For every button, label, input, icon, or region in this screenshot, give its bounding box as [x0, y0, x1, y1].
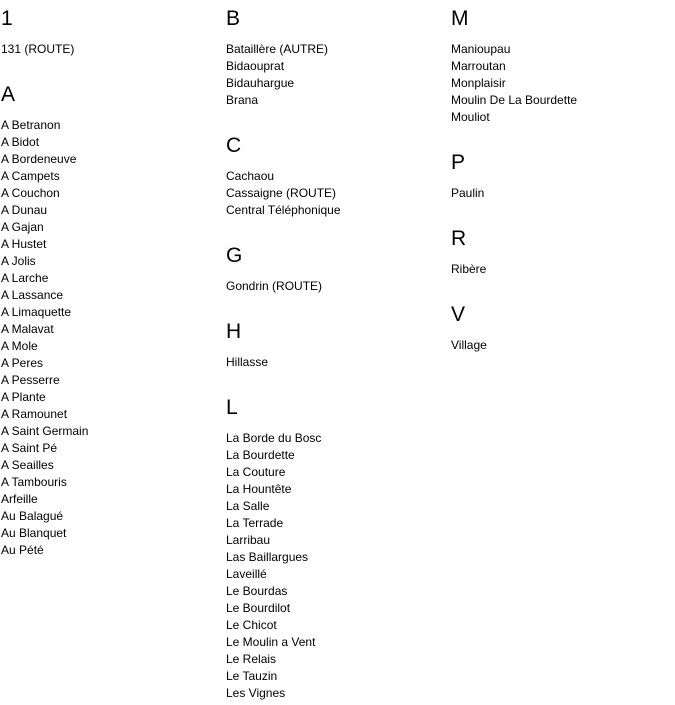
place-entry[interactable]: Monplaisir	[451, 76, 506, 90]
place-entry[interactable]: A Saint Germain	[1, 424, 89, 438]
section-letter-G: G	[226, 244, 243, 267]
index-column-3	[450, 0, 675, 702]
place-entry[interactable]: Cassaigne (ROUTE)	[226, 186, 337, 200]
place-entry[interactable]: A Larche	[1, 271, 49, 285]
place-entry[interactable]: Le Chicot	[226, 618, 277, 632]
section-letter-P: P	[451, 151, 466, 174]
place-entry[interactable]: Le Bourdilot	[226, 601, 291, 615]
place-entry[interactable]: Paulin	[451, 186, 485, 200]
place-entry[interactable]: Mouliot	[451, 110, 490, 124]
place-entry[interactable]: A Lassance	[1, 288, 64, 302]
place-entry[interactable]: La Couture	[226, 465, 286, 479]
place-entry[interactable]: Bataillère (AUTRE)	[226, 42, 329, 56]
place-entry[interactable]: A Saint Pé	[1, 441, 58, 455]
place-entry[interactable]: La Terrade	[226, 516, 284, 530]
place-entry[interactable]: A Seailles	[1, 458, 54, 472]
place-entry[interactable]: Las Baillargues	[226, 550, 309, 564]
place-entry[interactable]: A Gajan	[1, 220, 44, 234]
place-entry[interactable]: Ribère	[451, 262, 487, 276]
place-entry[interactable]: A Bidot	[1, 135, 40, 149]
place-entry[interactable]: Le Bourdas	[226, 584, 288, 598]
place-entry[interactable]: A Pesserre	[1, 373, 60, 387]
section-letter-M: M	[451, 7, 469, 30]
section-letter-L: L	[226, 396, 238, 419]
place-entry[interactable]: Village	[451, 338, 487, 352]
place-entry[interactable]: A Tambouris	[1, 475, 67, 489]
place-entry[interactable]: Arfeille	[1, 492, 38, 506]
place-entry[interactable]: Gondrin (ROUTE)	[226, 279, 323, 293]
index-column-1	[0, 0, 225, 702]
place-entry[interactable]: Central Téléphonique	[226, 203, 341, 217]
index-column-2	[225, 0, 450, 702]
place-entry[interactable]: 131 (ROUTE)	[1, 42, 75, 56]
place-entry[interactable]: Bidaouprat	[226, 59, 285, 73]
place-entry[interactable]: A Malavat	[1, 322, 54, 336]
section-letter-1: 1	[1, 7, 13, 30]
place-entry[interactable]: La Borde du Bosc	[226, 431, 322, 445]
place-entry[interactable]: Marroutan	[451, 59, 506, 73]
place-entry[interactable]: A Hustet	[1, 237, 47, 251]
place-entry[interactable]: A Campets	[1, 169, 60, 183]
place-entry[interactable]: Bidauhargue	[226, 76, 295, 90]
section-letter-C: C	[226, 134, 242, 157]
place-entry[interactable]: A Limaquette	[1, 305, 72, 319]
place-entry[interactable]: La Salle	[226, 499, 270, 513]
place-entry[interactable]: A Mole	[1, 339, 38, 353]
place-entry[interactable]: Au Pété	[1, 543, 44, 557]
place-entry[interactable]: Le Relais	[226, 652, 277, 666]
place-entry[interactable]: La Hountête	[226, 482, 292, 496]
place-entry[interactable]: A Dunau	[1, 203, 48, 217]
place-entry[interactable]: Laveillé	[226, 567, 267, 581]
place-entry[interactable]: Cachaou	[226, 169, 275, 183]
place-entry[interactable]: Le Tauzin	[226, 669, 278, 683]
place-entry[interactable]: A Peres	[1, 356, 44, 370]
section-letter-B: B	[226, 7, 241, 30]
section-letter-A: A	[1, 83, 16, 106]
place-entry[interactable]: A Ramounet	[1, 407, 68, 421]
section-letter-H: H	[226, 320, 242, 343]
place-entry[interactable]: La Bourdette	[226, 448, 295, 462]
place-entry[interactable]: Larribau	[226, 533, 271, 547]
place-entry[interactable]: A Jolis	[1, 254, 36, 268]
place-entry[interactable]: Le Moulin a Vent	[226, 635, 316, 649]
place-entry[interactable]: Au Blanquet	[1, 526, 67, 540]
place-entry[interactable]: A Couchon	[1, 186, 60, 200]
place-entry[interactable]: A Bordeneuve	[1, 152, 77, 166]
place-entry[interactable]: A Betranon	[1, 118, 61, 132]
place-entry[interactable]: Moulin De La Bourdette	[451, 93, 578, 107]
place-entry[interactable]: Hillasse	[226, 355, 269, 369]
place-entry[interactable]: Les Vignes	[226, 686, 286, 700]
place-entry[interactable]: Manioupau	[451, 42, 511, 56]
place-entry[interactable]: Brana	[226, 93, 259, 107]
section-letter-R: R	[451, 227, 467, 250]
section-letter-V: V	[451, 303, 466, 326]
place-entry[interactable]: A Plante	[1, 390, 46, 404]
place-entry[interactable]: Au Balagué	[1, 509, 64, 523]
